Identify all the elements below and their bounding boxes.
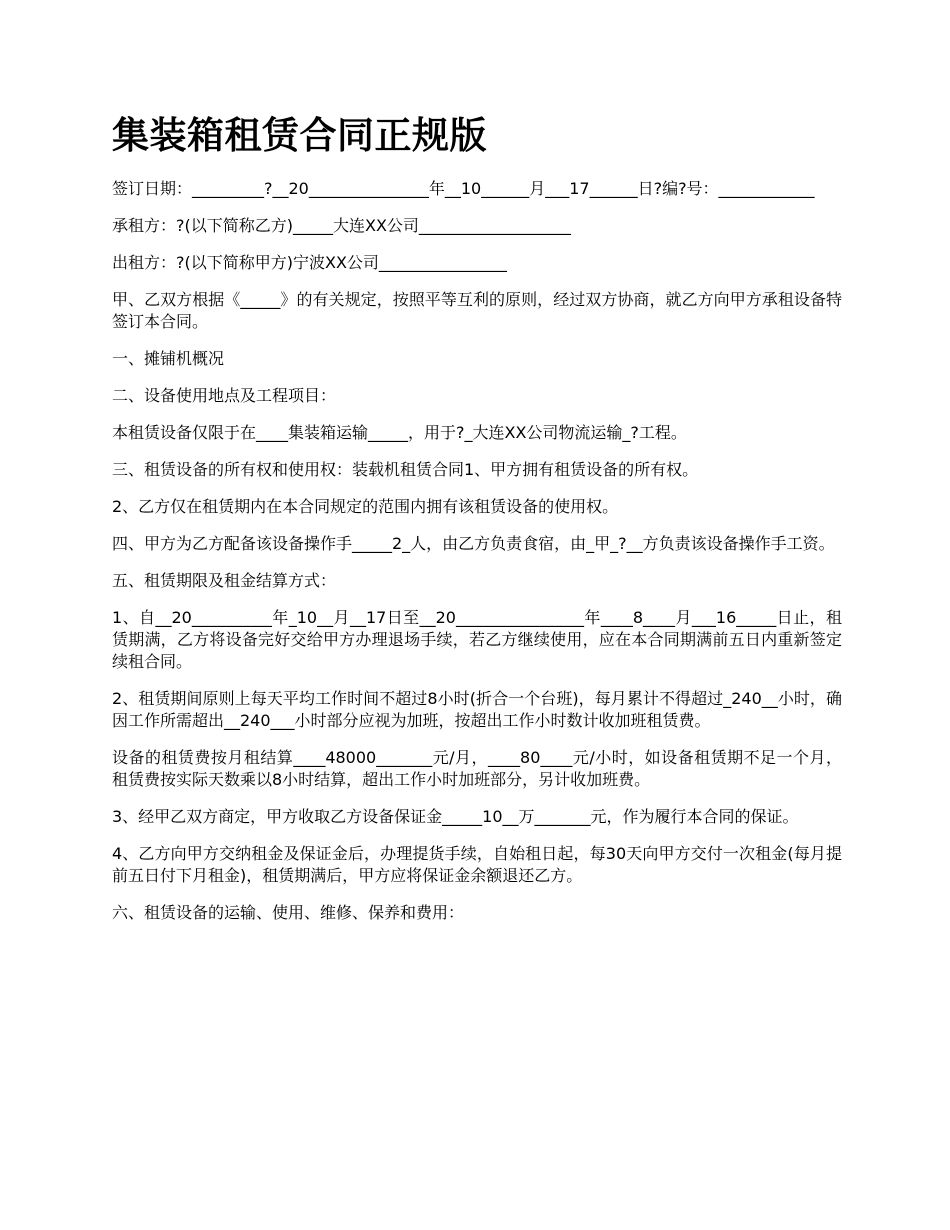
rental-fee-paragraph: 设备的租赁费按月租结算____48000_______元/月，____80____元/小时，如设备租赁期不足一个月，租赁费按实际天数乘以8小时结算，超出工作小时加班部分，另计收加班费。 xyxy=(112,748,842,789)
lessor-paragraph: 出租方：?(以下简称甲方)宁波XX公司________________ xyxy=(112,253,507,272)
lease-term-paragraph: 1、自__20__________年_10__月__17日至__20________________年____8____月___16_____日止，租赁期满，乙方将设备完好交给甲方办理退场手续，若乙方继续使用，应在本合同期满前五日内重新签定续租合同。 xyxy=(112,608,842,671)
section-heading-6: 六、租赁设备的运输、使用、维修、保养和费用： xyxy=(112,903,465,922)
lessee-paragraph: 承租方：?(以下简称乙方)_____大连XX公司___________________ xyxy=(112,216,571,235)
working-hours-paragraph: 2、租赁期间原则上每天平均工作时间不超过8小时(折合一个台班)，每月累计不得超过_240__小时，确因工作所需超出__240___小时部分应视为加班，按超出工作小时数计收加班租赁费。 xyxy=(112,689,842,730)
payment-paragraph: 4、乙方向甲方交纳租金及保证金后，办理提货手续，自始租日起，每30天向甲方交付一次租金(每月提前五日付下月租金)，租赁期满后，甲方应将保证金余额退还乙方。 xyxy=(112,844,842,885)
document-body xyxy=(112,178,842,939)
usage-location-paragraph: 本租赁设备仅限于在____集装箱运输_____，用于?_大连XX公司物流运输_?工程。 xyxy=(112,423,687,442)
section-heading-5: 五、租赁期限及租金结算方式： xyxy=(112,571,337,590)
deposit-paragraph: 3、经甲乙双方商定，甲方收取乙方设备保证金_____10__万_______元，作为履行本合同的保证。 xyxy=(112,807,799,826)
usage-right-paragraph: 2、乙方仅在租赁期内在本合同规定的范围内拥有该租赁设备的使用权。 xyxy=(112,497,619,516)
section-heading-2: 二、设备使用地点及工程项目： xyxy=(112,386,337,405)
preamble-paragraph: 甲、乙双方根据《_____》的有关规定，按照平等互利的原则，经过双方协商，就乙方向甲方承租设备特签订本合同。 xyxy=(112,290,842,331)
section-heading-1: 一、摊铺机概况 xyxy=(112,349,225,368)
signing-date-paragraph: 签订日期：_________?__20_______________年__10______月___17______日?编?号：____________ xyxy=(112,179,815,198)
section-heading-4: 四、甲方为乙方配备该设备操作手_____2_人，由乙方负责食宿，由_甲_?__方负责该设备操作手工资。 xyxy=(112,534,835,553)
section-heading-3: 三、租赁设备的所有权和使用权：装载机租赁合同1、甲方拥有租赁设备的所有权。 xyxy=(112,460,699,479)
document-title: 集装箱租赁合同正规版 xyxy=(112,114,487,157)
